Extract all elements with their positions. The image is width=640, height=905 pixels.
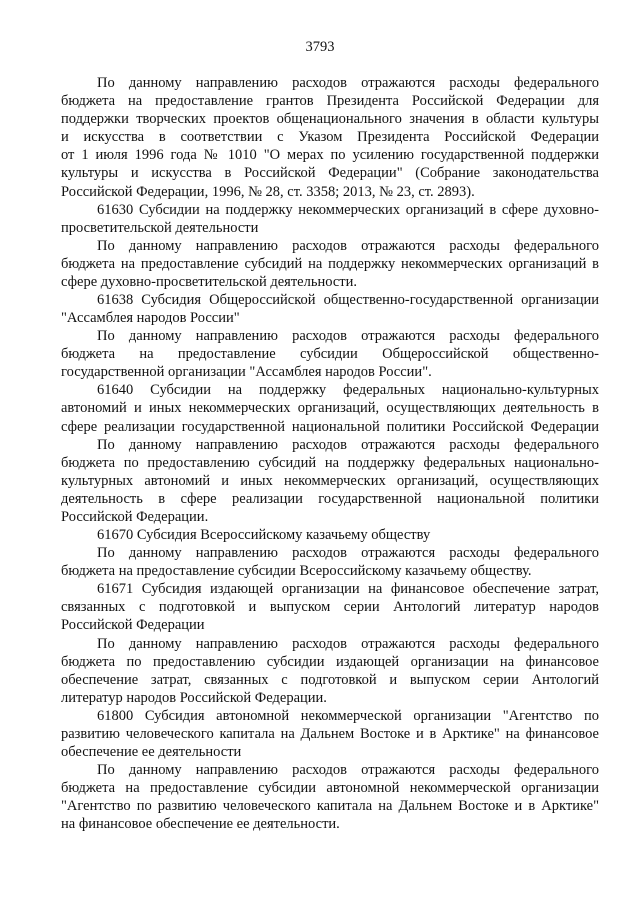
text-line: По данному направлению расходов отражаются расходы федерального	[97, 328, 599, 345]
text-line: и искусства в соответствии с Указом Президента Российской Федерации	[61, 129, 599, 146]
text-line: 61671 Субсидия издающей организации на финансовое обеспечение затрат,	[97, 581, 599, 598]
text-line: развитию человеческого капитала на Дальнем Востоке и в Арктике" на финансовое	[61, 725, 599, 742]
text-line: бюджета на предоставление субсидии Всероссийскому казачьему обществу.	[61, 563, 532, 580]
text-line: просветительской деятельности	[61, 219, 259, 236]
text-line: обеспечение затрат, связанных с подготовкой и выпуском серии Антологий	[61, 671, 599, 688]
text-line: от 1 июля 1996 года № 1010 "О мерах по усилению государственной поддержки	[61, 147, 599, 164]
text-line: бюджета на предоставление грантов Президента Российской Федерации для	[61, 93, 599, 110]
text-line: По данному направлению расходов отражаются расходы федерального	[97, 237, 599, 254]
text-line: бюджета на предоставление субсидии автономной некоммерческой организации	[61, 780, 599, 797]
text-line: 61630 Субсидии на поддержку некоммерческих организаций в сфере духовно-	[97, 201, 599, 218]
text-line: "Агентство по развитию человеческого капитала на Дальнем Востоке и в Арктике"	[61, 798, 599, 815]
text-line: сфере духовно-просветительской деятельности.	[61, 273, 357, 290]
text-line: связанных с подготовкой и выпуском серии Антологий литератур народов	[61, 599, 599, 616]
text-line: государственной организации "Ассамблея народов России".	[61, 364, 432, 381]
text-line: бюджета по предоставлению субсидии издающей организации на финансовое	[61, 653, 599, 670]
text-line: Российской Федерации, 1996, № 28, ст. 3358; 2013, № 23, ст. 2893).	[61, 183, 475, 200]
text-line: бюджета на предоставление субсидий на поддержку некоммерческих организаций в	[61, 255, 599, 272]
text-line: культуры и искусства в Российской Федерации" (Собрание законодательства	[61, 165, 599, 182]
text-line: 61800 Субсидия автономной некоммерческой организации "Агентство по	[97, 707, 599, 724]
text-line: сфере реализации государственной национальной политики Российской Федерации	[61, 418, 599, 435]
text-line: бюджета на предоставление субсидии Общероссийской общественно-	[61, 346, 599, 363]
text-line: обеспечение ее деятельности	[61, 744, 242, 760]
text-line: По данному направлению расходов отражаются расходы федерального	[97, 762, 599, 778]
text-line: деятельность в сфере реализации государственной национальной политики	[61, 490, 599, 507]
text-line: По данному направлению расходов отражаются расходы федерального	[97, 436, 599, 453]
page-number: 3793	[305, 39, 335, 55]
text-line: на финансовое обеспечение ее деятельности.	[61, 816, 340, 833]
text-line: культурных автономий и иных некоммерческих организаций, осуществляющих	[61, 472, 599, 489]
text-line: бюджета по предоставлению субсидий на поддержку федеральных национально-	[61, 454, 599, 471]
text-line: Российской Федерации	[61, 617, 205, 634]
text-line: автономий и иных некоммерческих организаций, осуществляющих деятельность в	[61, 400, 599, 417]
text-line: поддержки творческих проектов общенационального значения в области культуры	[61, 111, 599, 128]
text-line: 61670 Субсидия Всероссийскому казачьему обществу	[97, 527, 431, 543]
text-line: 61638 Субсидия Общероссийской общественно-государственной организации	[97, 292, 599, 308]
text-line: По данному направлению расходов отражаются расходы федерального	[97, 75, 599, 91]
text-line: По данному направлению расходов отражаются расходы федерального	[97, 545, 599, 562]
text-line: "Ассамблея народов России"	[61, 310, 240, 326]
text-line: По данному направлению расходов отражаются расходы федерального	[97, 635, 599, 652]
text-line: Российской Федерации.	[61, 508, 209, 525]
text-line: 61640 Субсидии на поддержку федеральных национально-культурных	[97, 382, 599, 399]
text-line: литератур народов Российской Федерации.	[61, 689, 327, 706]
